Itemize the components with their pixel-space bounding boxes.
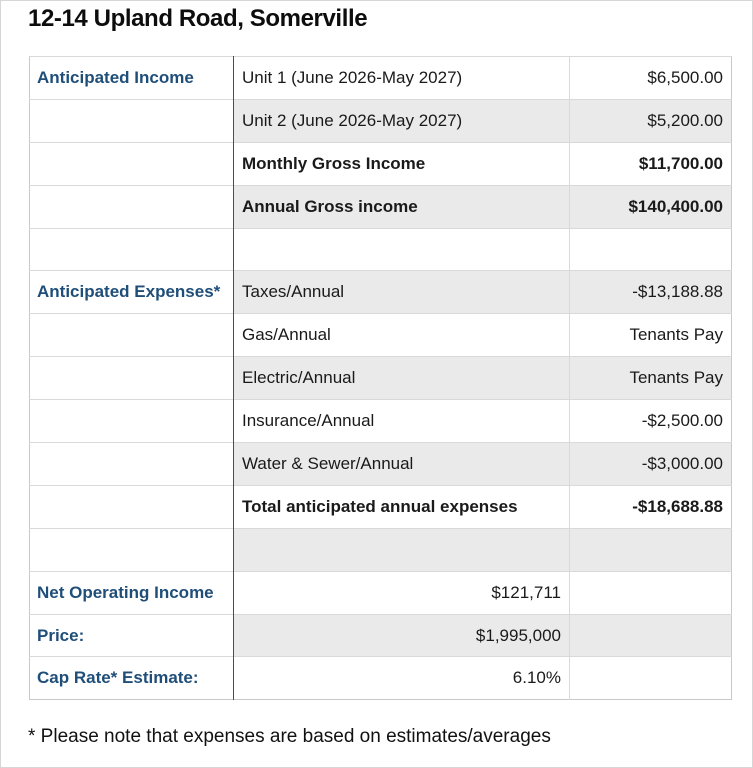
table-row (30, 357, 732, 400)
table-row (30, 271, 732, 314)
table-row (30, 485, 732, 528)
page-title: 12-14 Upland Road, Somerville (28, 5, 368, 32)
row-amount (570, 657, 732, 700)
row-line-item: Unit 2 (June 2026-May 2027) (234, 99, 570, 142)
table-row (30, 443, 732, 486)
table-row (30, 228, 732, 271)
row-category-label: Net Operating Income (30, 571, 234, 614)
row-amount (570, 571, 732, 614)
row-amount: $11,700.00 (570, 142, 732, 185)
row-amount: -$18,688.88 (570, 485, 732, 528)
row-line-item: $1,995,000 (234, 614, 570, 657)
row-category-label (30, 443, 234, 486)
table-row (30, 57, 732, 100)
row-category-label: Anticipated Expenses* (30, 271, 234, 314)
row-amount: $6,500.00 (570, 57, 732, 100)
row-amount: $5,200.00 (570, 99, 732, 142)
financial-table (29, 56, 732, 700)
row-amount: Tenants Pay (570, 357, 732, 400)
row-amount: Tenants Pay (570, 314, 732, 357)
row-line-item (234, 228, 570, 271)
row-line-item: Monthly Gross Income (234, 142, 570, 185)
row-line-item: Total anticipated annual expenses (234, 485, 570, 528)
row-category-label (30, 185, 234, 228)
row-line-item: Water & Sewer/Annual (234, 443, 570, 486)
row-category-label (30, 228, 234, 271)
row-line-item (234, 528, 570, 571)
table-row (30, 657, 732, 700)
row-line-item: Annual Gross income (234, 185, 570, 228)
row-line-item: Gas/Annual (234, 314, 570, 357)
row-line-item: Insurance/Annual (234, 400, 570, 443)
table-row (30, 528, 732, 571)
financial-table-body (30, 57, 732, 700)
row-amount (570, 614, 732, 657)
row-category-label: Anticipated Income (30, 57, 234, 100)
row-category-label (30, 99, 234, 142)
row-amount (570, 528, 732, 571)
table-row (30, 99, 732, 142)
row-amount: -$2,500.00 (570, 400, 732, 443)
row-line-item: $121,711 (234, 571, 570, 614)
row-category-label: Cap Rate* Estimate: (30, 657, 234, 700)
table-row (30, 185, 732, 228)
row-category-label (30, 528, 234, 571)
table-row (30, 614, 732, 657)
row-category-label (30, 314, 234, 357)
table-row (30, 314, 732, 357)
row-amount: -$3,000.00 (570, 443, 732, 486)
row-line-item: 6.10% (234, 657, 570, 700)
row-category-label (30, 485, 234, 528)
row-amount: $140,400.00 (570, 185, 732, 228)
table-row (30, 571, 732, 614)
table-row (30, 142, 732, 185)
row-category-label (30, 357, 234, 400)
row-category-label (30, 142, 234, 185)
row-amount (570, 228, 732, 271)
row-line-item: Taxes/Annual (234, 271, 570, 314)
row-amount: -$13,188.88 (570, 271, 732, 314)
footnote: * Please note that expenses are based on estimates/averages (28, 726, 551, 747)
row-line-item: Unit 1 (June 2026-May 2027) (234, 57, 570, 100)
row-category-label (30, 400, 234, 443)
row-line-item: Electric/Annual (234, 357, 570, 400)
table-row (30, 400, 732, 443)
row-category-label: Price: (30, 614, 234, 657)
